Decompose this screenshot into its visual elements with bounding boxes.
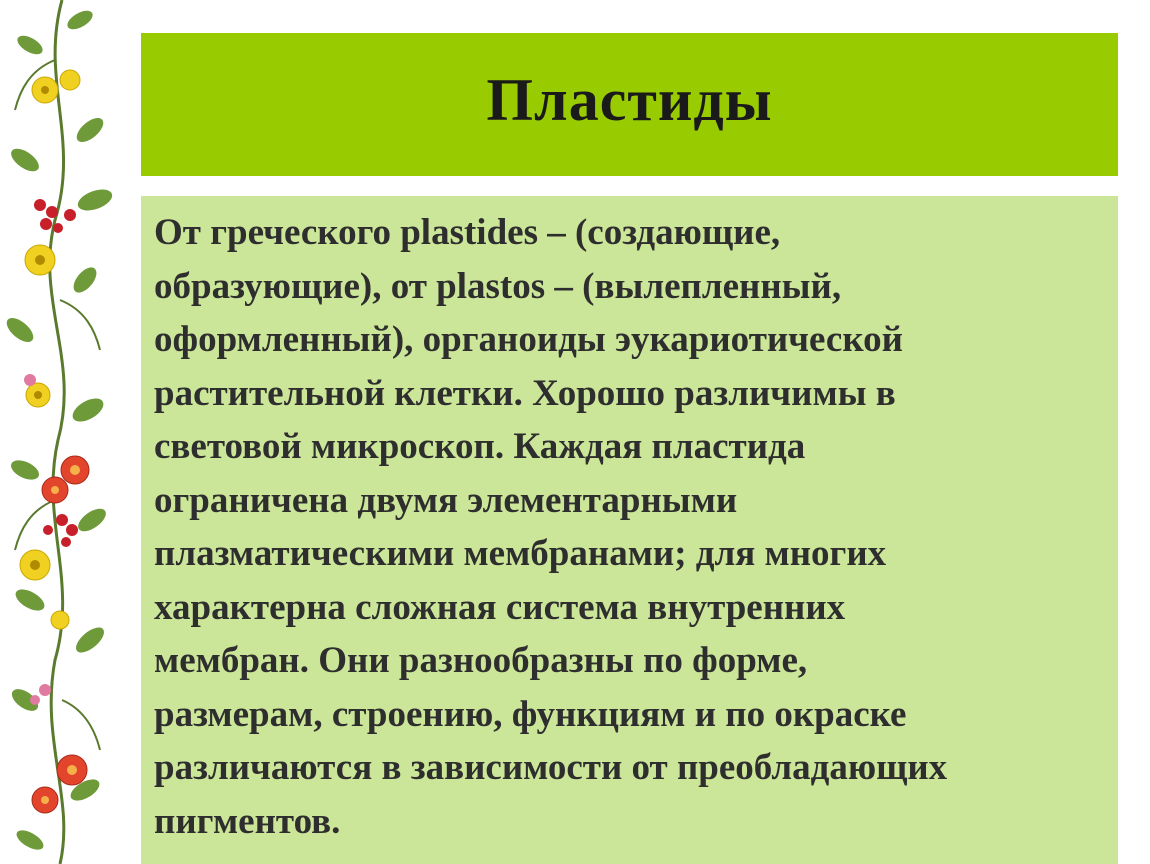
body-line: характерна сложная система внутренних bbox=[154, 586, 846, 628]
body-line: пигментов. bbox=[154, 800, 341, 842]
body-text bbox=[154, 206, 1114, 848]
content-box bbox=[141, 196, 1118, 864]
body-line: оформленный), органоиды эукариотической bbox=[154, 319, 903, 360]
body-line: мембран. Они разнообразны по форме, bbox=[154, 640, 808, 681]
title-bar bbox=[141, 33, 1118, 176]
body-line: плазматическими мембранами; для многих bbox=[154, 533, 887, 574]
body-line: От греческого plastides – (создающие, bbox=[154, 212, 781, 253]
floral-vine-border-icon bbox=[0, 0, 120, 864]
body-line: ограничена двумя элементарными bbox=[154, 479, 738, 521]
body-line: световой микроскоп. Каждая пластида bbox=[154, 426, 806, 467]
body-line: размерам, строению, функциям и по окраске bbox=[154, 693, 907, 735]
body-line: растительной клетки. Хорошо различимы в bbox=[154, 372, 896, 414]
body-line: образующие), от plastos – (вылепленный, bbox=[154, 265, 842, 307]
slide-title: Пластиды bbox=[486, 67, 773, 133]
body-line: различаются в зависимости от преобладающих bbox=[154, 747, 948, 788]
